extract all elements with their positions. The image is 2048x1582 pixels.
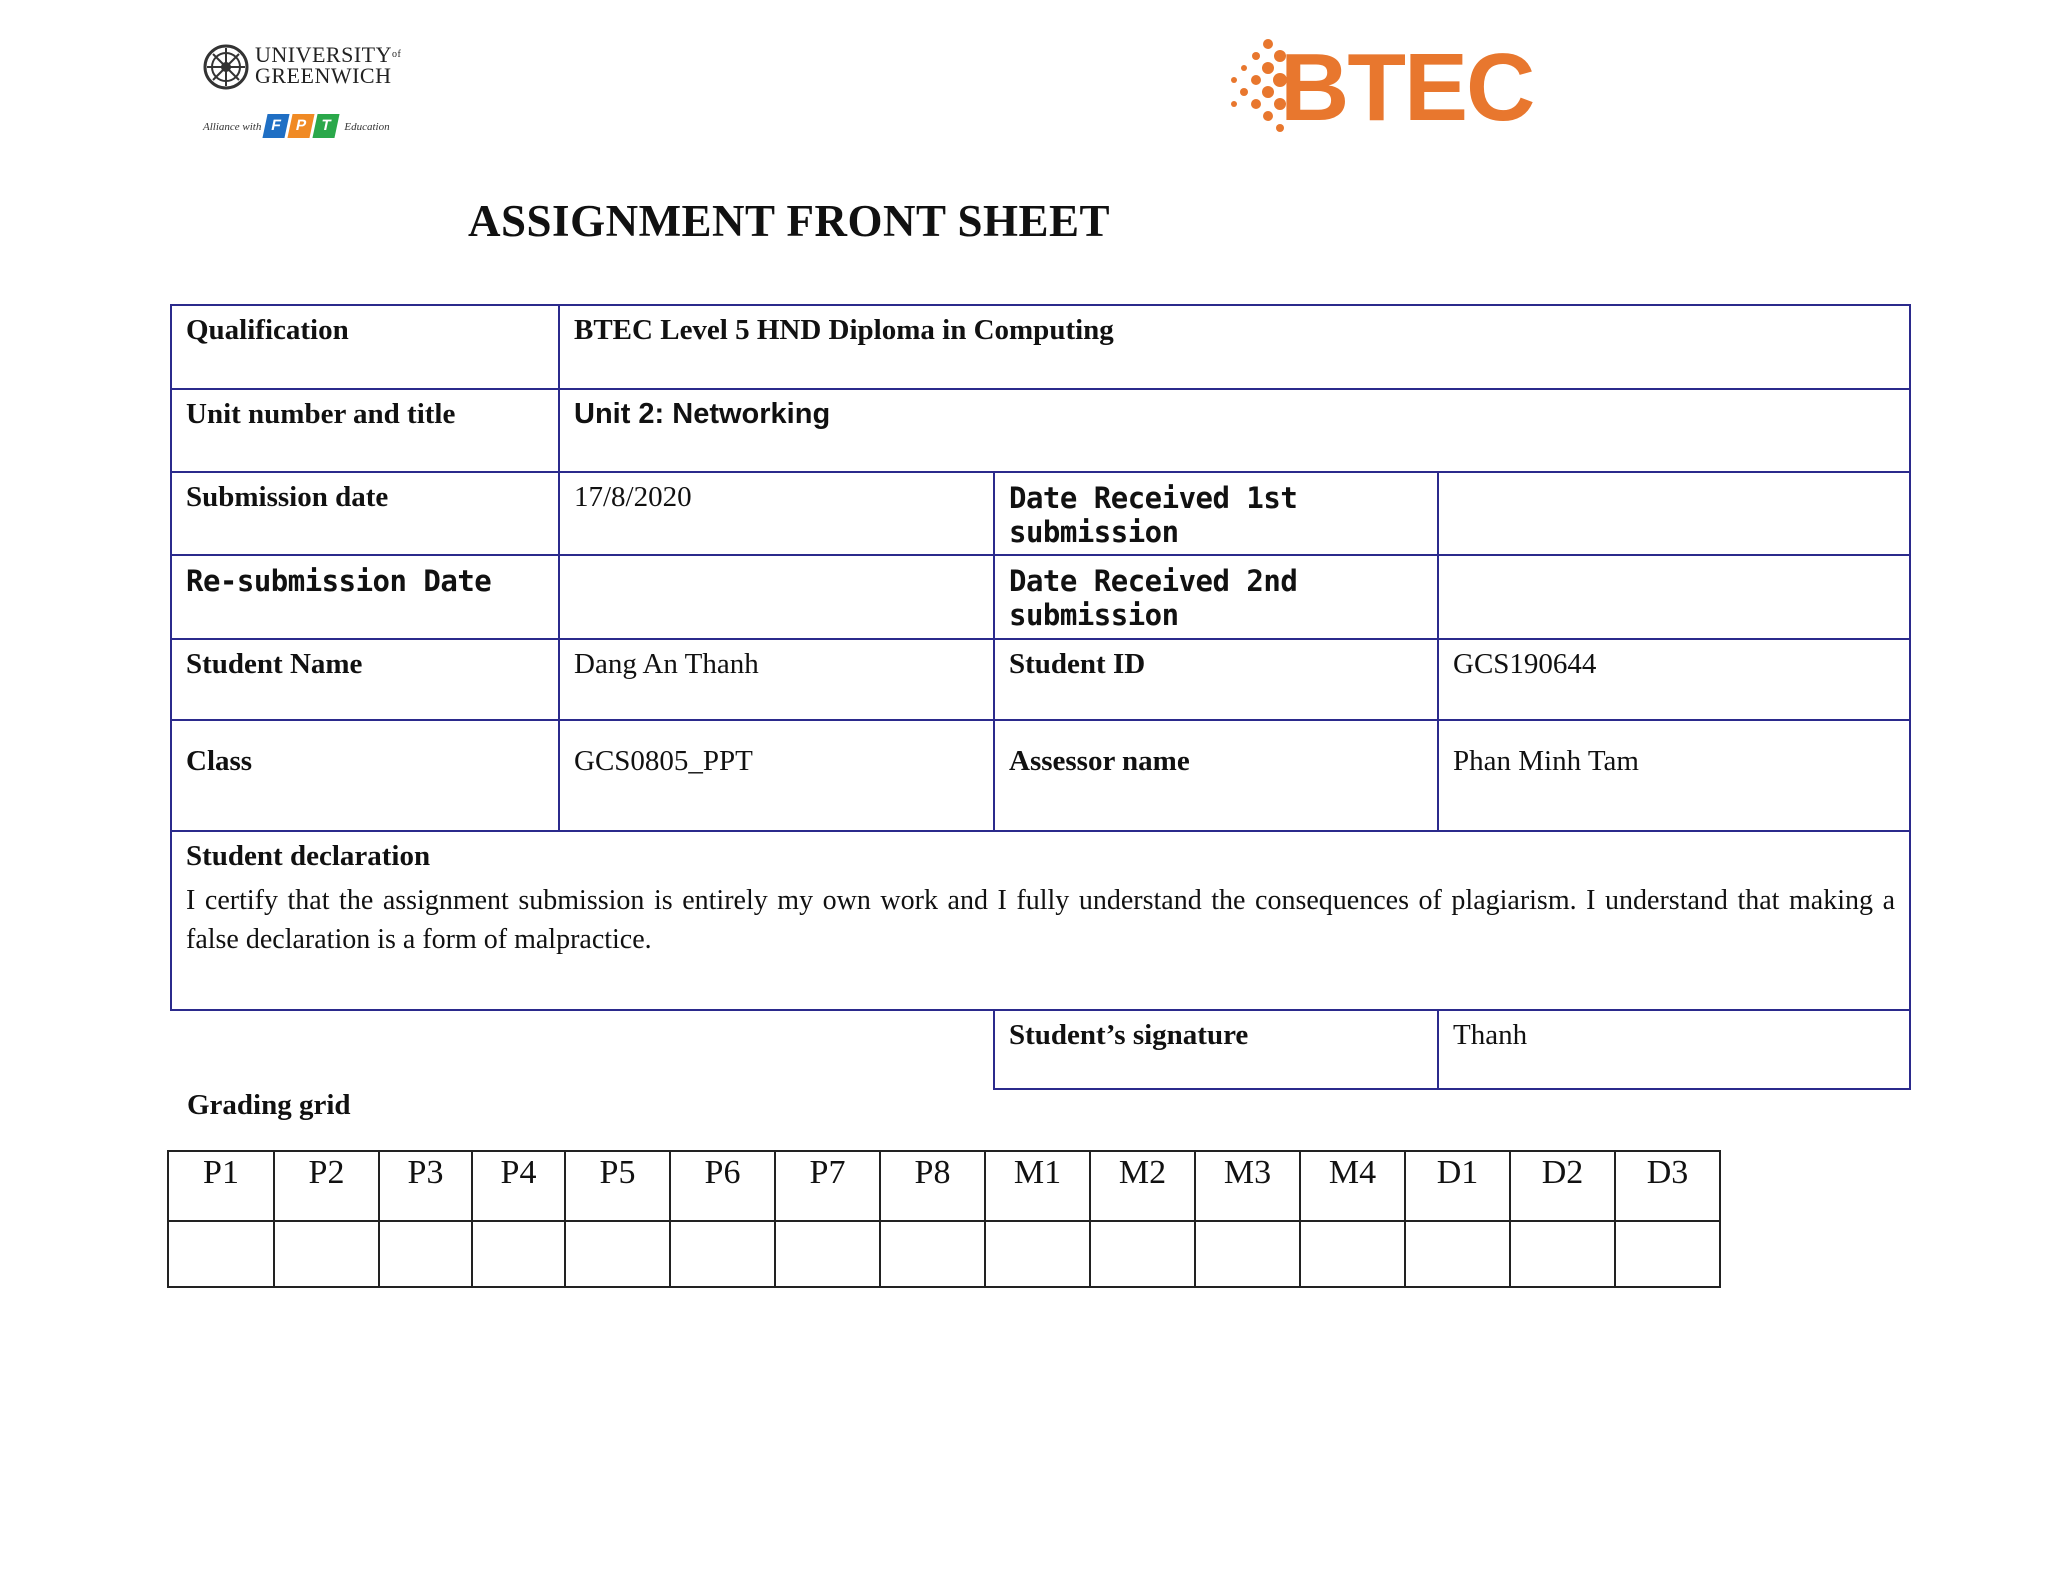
date-received-2-value (1438, 555, 1910, 639)
unit-row (171, 389, 1910, 472)
class-label: Class (171, 720, 559, 831)
grading-grid (167, 1150, 1721, 1288)
grading-mark-p8[interactable] (880, 1221, 985, 1287)
grading-mark-d2[interactable] (1510, 1221, 1615, 1287)
signature-label: Student’s signature (994, 1010, 1438, 1089)
fpt-alliance-mark (203, 114, 423, 148)
grading-mark-p4[interactable] (472, 1221, 565, 1287)
unit-label: Unit number and title (171, 389, 559, 472)
declaration-text: I certify that the assignment submission is entirely my own work and I fully understand the consequences of plagiarism. I understand that making a false declaration is a form of malpractice. (186, 885, 1895, 955)
qualification-row (171, 305, 1910, 389)
fpt-letter-box: T (313, 114, 340, 138)
resubmission-date-label: Re-submission Date (171, 555, 559, 639)
date-received-1-value (1438, 472, 1910, 555)
grading-mark-m2[interactable] (1090, 1221, 1195, 1287)
date-received-1-label: Date Received 1st submission (994, 472, 1438, 555)
declaration-cell (171, 831, 1910, 1010)
btec-logo (1222, 36, 1542, 146)
date-received-2-label: Date Received 2nd submission (994, 555, 1438, 639)
fpt-logo (265, 117, 340, 134)
grading-marks-row (168, 1221, 1720, 1287)
grading-mark-p2[interactable] (274, 1221, 379, 1287)
student-row (171, 639, 1910, 720)
grading-criterion-m3: M3 (1195, 1151, 1300, 1221)
signature-spacer (171, 1010, 994, 1089)
btec-wordmark: BTEC (1280, 34, 1534, 141)
grading-mark-m4[interactable] (1300, 1221, 1405, 1287)
alliance-suffix: Education (344, 121, 390, 133)
greenwich-wordmark: $UNIVERSITY^{of}$ GREENWICH (255, 42, 402, 88)
university-of-greenwich-logo (203, 42, 423, 154)
class-value: GCS0805_PPT (559, 720, 994, 831)
grading-criterion-d3: D3 (1615, 1151, 1720, 1221)
greenwich-seal-icon (203, 44, 249, 90)
grading-mark-p7[interactable] (775, 1221, 880, 1287)
class-row (171, 720, 1910, 831)
alliance-prefix: Alliance with (203, 121, 262, 133)
student-id-value: GCS190644 (1438, 639, 1910, 720)
grading-criterion-p4: P4 (472, 1151, 565, 1221)
submission-date-value: 17/8/2020 (559, 472, 994, 555)
grading-criterion-d1: D1 (1405, 1151, 1510, 1221)
grading-mark-p5[interactable] (565, 1221, 670, 1287)
resubmission-date-value (559, 555, 994, 639)
page-title: ASSIGNMENT FRONT SHEET (468, 196, 1111, 246)
submission-row (171, 472, 1910, 555)
student-id-label: Student ID (994, 639, 1438, 720)
grading-criterion-p3: P3 (379, 1151, 472, 1221)
signature-row (171, 1010, 1910, 1089)
grading-mark-p6[interactable] (670, 1221, 775, 1287)
grading-criterion-p5: P5 (565, 1151, 670, 1221)
grading-mark-m3[interactable] (1195, 1221, 1300, 1287)
grading-grid-label: Grading grid (187, 1089, 351, 1121)
student-name-value: Dang An Thanh (559, 639, 994, 720)
assignment-info-table (170, 304, 1911, 1090)
unit-value: Unit 2: Networking (559, 389, 1910, 472)
declaration-row (171, 831, 1910, 1010)
grading-criterion-m2: M2 (1090, 1151, 1195, 1221)
grading-mark-d3[interactable] (1615, 1221, 1720, 1287)
grading-criterion-m1: M1 (985, 1151, 1090, 1221)
student-name-label: Student Name (171, 639, 559, 720)
grading-criterion-p7: P7 (775, 1151, 880, 1221)
fpt-letter-box: F (263, 114, 290, 138)
grading-mark-p3[interactable] (379, 1221, 472, 1287)
grading-mark-d1[interactable] (1405, 1221, 1510, 1287)
grading-mark-p1[interactable] (168, 1221, 274, 1287)
grading-mark-m1[interactable] (985, 1221, 1090, 1287)
assessor-label: Assessor name (994, 720, 1438, 831)
resubmission-row (171, 555, 1910, 639)
grading-criterion-p1: P1 (168, 1151, 274, 1221)
grading-criteria-row (168, 1151, 1720, 1221)
qualification-value: BTEC Level 5 HND Diploma in Computing (559, 305, 1910, 389)
grading-criterion-p8: P8 (880, 1151, 985, 1221)
signature-value: Thanh (1438, 1010, 1910, 1089)
grading-criterion-p6: P6 (670, 1151, 775, 1221)
fpt-letter-box: P (288, 114, 315, 138)
grading-criterion-d2: D2 (1510, 1151, 1615, 1221)
submission-date-label: Submission date (171, 472, 559, 555)
assessor-value: Phan Minh Tam (1438, 720, 1910, 831)
grading-criterion-m4: M4 (1300, 1151, 1405, 1221)
grading-criterion-p2: P2 (274, 1151, 379, 1221)
declaration-label: Student declaration (186, 840, 431, 872)
qualification-label: Qualification (171, 305, 559, 389)
